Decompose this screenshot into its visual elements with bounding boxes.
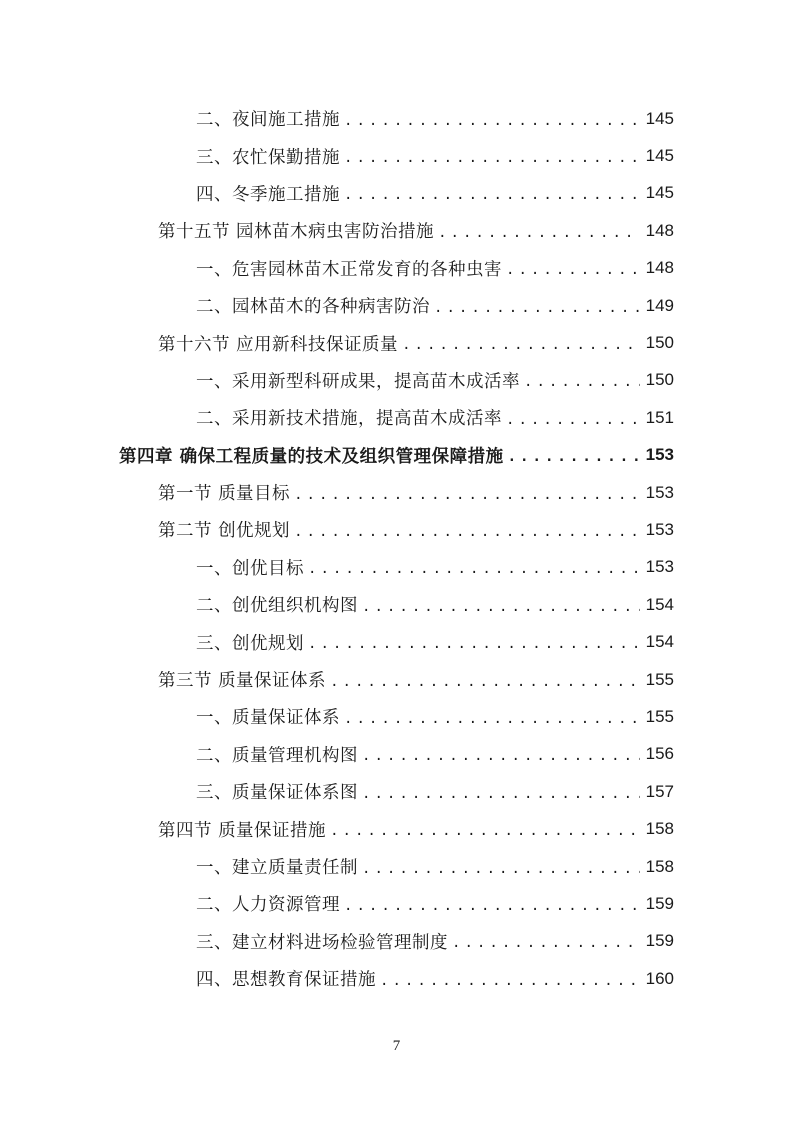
toc-entry-page: 158	[645, 819, 674, 839]
toc-dot-leader	[362, 861, 640, 877]
toc-entry-title: 三、农忙保勤措施	[196, 147, 340, 168]
toc-entry-title: 一、建立质量责任制	[196, 858, 358, 878]
toc-entry-title: 第四章 确保工程质量的技术及组织管理保障措施	[119, 446, 504, 467]
toc-entry-page: 148	[645, 220, 674, 240]
toc-entry[interactable]	[0, 100, 674, 137]
toc-dot-leader	[308, 561, 640, 577]
toc-dot-leader	[380, 973, 640, 989]
toc-entry-page: 145	[645, 146, 674, 166]
toc-entry-title: 第四节 质量保证措施	[158, 820, 327, 841]
toc-dot-leader	[452, 935, 640, 951]
toc-entry[interactable]	[0, 698, 674, 735]
toc-entry-page: 154	[645, 594, 674, 614]
toc-chapter-entry[interactable]	[0, 437, 674, 474]
toc-dot-leader	[434, 300, 640, 316]
toc-dot-leader	[402, 337, 640, 353]
toc-entry[interactable]	[0, 923, 674, 960]
toc-entry-page: 157	[645, 781, 674, 801]
page-number: 7	[392, 1038, 401, 1054]
toc-dot-leader	[506, 262, 640, 278]
toc-dot-leader	[362, 786, 640, 802]
toc-entry-page: 151	[645, 407, 674, 427]
toc-entry[interactable]	[0, 885, 674, 922]
toc-entry-title: 一、创优目标	[196, 558, 304, 579]
toc-dot-leader	[330, 823, 640, 839]
toc-entry-page: 153	[645, 519, 674, 539]
toc-entry-page: 150	[645, 333, 674, 353]
toc-entry[interactable]	[0, 175, 674, 212]
toc-entry-page: 153	[645, 557, 674, 577]
toc-entry-title: 一、采用新型科研成果，提高苗木成活率	[196, 371, 520, 392]
toc-entry[interactable]	[0, 250, 674, 287]
toc-dot-leader	[330, 674, 640, 690]
toc-entry-page: 156	[645, 744, 674, 764]
toc-entry[interactable]	[0, 324, 674, 361]
toc-dot-leader	[308, 636, 640, 652]
toc-entry-title: 四、思想教育保证措施	[196, 970, 376, 991]
toc-entry-title: 一、危害园林苗木正常发育的各种虫害	[196, 259, 502, 280]
toc-entry[interactable]	[0, 810, 674, 847]
toc-entry[interactable]	[0, 661, 674, 698]
toc-entry-page: 155	[645, 706, 674, 726]
toc-entry-title: 二、人力资源管理	[196, 895, 340, 916]
toc-entry[interactable]	[0, 549, 674, 586]
toc-entry-title: 第三节 质量保证体系	[158, 671, 327, 692]
toc-entry-title: 二、采用新技术措施，提高苗木成活率	[196, 409, 502, 430]
toc-dot-leader	[344, 711, 640, 727]
toc-entry-page: 145	[645, 183, 674, 203]
toc-entry[interactable]	[0, 623, 674, 660]
toc-entry-page: 160	[645, 968, 674, 988]
toc-entry-title: 第十五节 园林苗木病虫害防治措施	[158, 222, 435, 243]
table-of-contents	[0, 100, 793, 997]
toc-entry[interactable]	[0, 511, 674, 548]
toc-dot-leader	[362, 599, 640, 615]
toc-entry[interactable]	[0, 287, 674, 324]
toc-dot-leader	[344, 113, 640, 129]
toc-entry[interactable]	[0, 399, 674, 436]
toc-dot-leader	[438, 225, 640, 241]
toc-entry-title: 四、冬季施工措施	[196, 184, 340, 205]
toc-entry-title: 二、夜间施工措施	[196, 110, 340, 131]
toc-entry-page: 154	[645, 632, 674, 652]
toc-entry[interactable]	[0, 474, 674, 511]
toc-entry-page: 145	[645, 108, 674, 128]
toc-entry-title: 二、园林苗木的各种病害防治	[196, 297, 430, 318]
toc-entry[interactable]	[0, 848, 674, 885]
toc-entry-page: 158	[645, 856, 674, 876]
toc-entry[interactable]	[0, 586, 674, 623]
toc-dot-leader	[294, 524, 640, 540]
toc-entry-title: 第一节 质量目标	[158, 484, 291, 505]
toc-entry-title: 二、质量管理机构图	[196, 745, 358, 766]
toc-entry-page: 148	[645, 258, 674, 278]
toc-entry-page: 150	[645, 370, 674, 390]
toc-entry-title: 一、质量保证体系	[196, 708, 340, 729]
toc-entry-page: 153	[645, 445, 674, 465]
toc-entry-page: 159	[645, 931, 674, 951]
toc-entry[interactable]	[0, 736, 674, 773]
toc-entry-title: 三、建立材料进场检验管理制度	[196, 932, 448, 953]
toc-entry-page: 149	[645, 295, 674, 315]
toc-entry-title: 第二节 创优规划	[158, 521, 291, 542]
toc-entry[interactable]	[0, 960, 674, 997]
toc-entry-title: 第十六节 应用新科技保证质量	[158, 334, 399, 355]
toc-dot-leader	[344, 898, 640, 914]
toc-dot-leader	[344, 150, 640, 166]
toc-dot-leader	[524, 374, 640, 390]
toc-entry-title: 三、创优规划	[196, 633, 304, 654]
toc-dot-leader	[344, 187, 640, 203]
toc-entry[interactable]	[0, 773, 674, 810]
toc-entry[interactable]	[0, 212, 674, 249]
toc-entry-page: 159	[645, 893, 674, 913]
toc-entry-title: 三、质量保证体系图	[196, 783, 358, 804]
toc-entry[interactable]	[0, 362, 674, 399]
toc-entry[interactable]	[0, 137, 674, 174]
toc-dot-leader	[294, 487, 640, 503]
toc-dot-leader	[508, 449, 640, 465]
toc-entry-title: 二、创优组织机构图	[196, 596, 358, 617]
toc-dot-leader	[506, 412, 640, 428]
toc-entry-page: 153	[645, 482, 674, 502]
toc-dot-leader	[362, 748, 640, 764]
toc-entry-page: 155	[645, 669, 674, 689]
